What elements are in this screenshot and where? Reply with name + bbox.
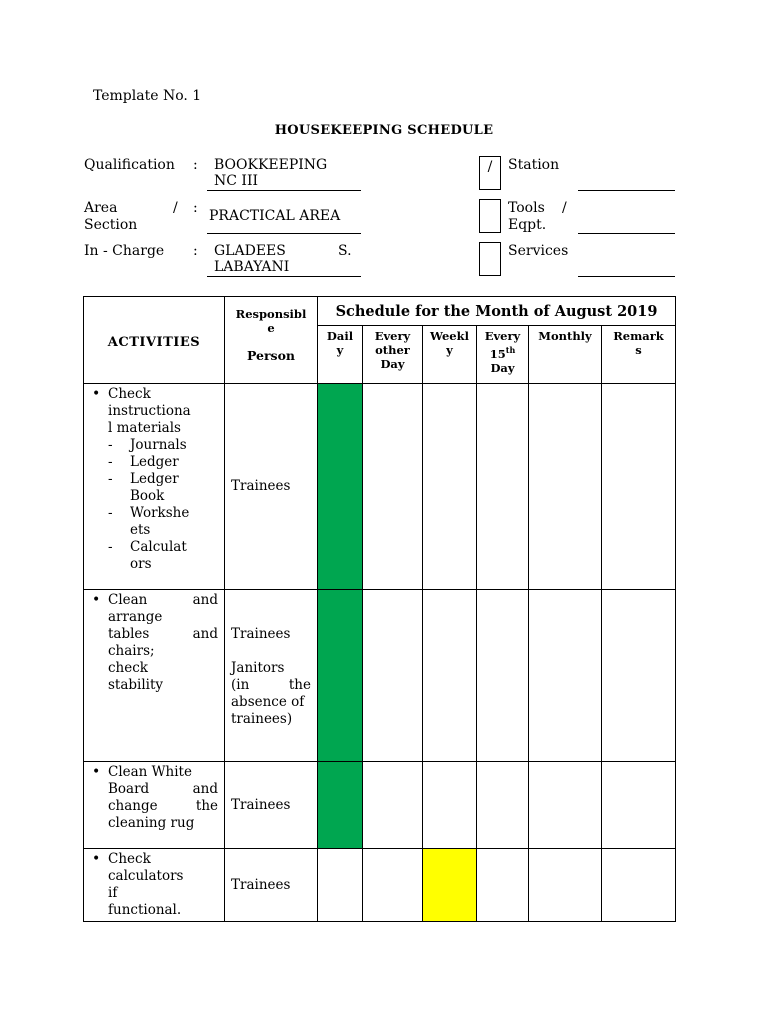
station-checkbox[interactable] bbox=[479, 156, 501, 190]
responsible-cell bbox=[225, 762, 318, 849]
station-underline bbox=[578, 190, 675, 191]
sub-item-text: - Ledger bbox=[130, 454, 179, 470]
area-colon: : bbox=[193, 200, 198, 216]
responsible-header-line3: Person bbox=[246, 348, 296, 363]
daily-header bbox=[318, 326, 363, 384]
every-other-line1: Every bbox=[374, 329, 411, 343]
weekly-header bbox=[423, 326, 477, 384]
area-value: PRACTICAL AREA bbox=[209, 208, 341, 224]
sub-item-text: - Calculat bbox=[130, 539, 187, 555]
table-row bbox=[84, 762, 676, 849]
sub-item-text: ets bbox=[130, 522, 151, 538]
weekly-cell bbox=[423, 762, 477, 849]
activities-header-cell bbox=[84, 297, 225, 384]
monthly-cell bbox=[529, 384, 602, 590]
tools-underline bbox=[578, 233, 675, 234]
activity-item bbox=[108, 386, 218, 573]
every-other-day-cell bbox=[363, 590, 423, 762]
activity-line: arrange bbox=[108, 609, 163, 625]
activity-cell bbox=[84, 590, 225, 762]
weekly-cell-highlighted bbox=[423, 849, 477, 922]
activity-line: • Check bbox=[108, 851, 151, 867]
every15-number: 15 bbox=[489, 346, 506, 361]
every15-suffix: th bbox=[505, 345, 516, 355]
sub-item-text: - Journals bbox=[130, 437, 187, 453]
responsible-cell bbox=[225, 849, 318, 922]
incharge-value-line1: GLADEES bbox=[214, 243, 286, 259]
weekly-header-line1: Weekl bbox=[430, 329, 469, 343]
remarks-header-line1: Remark bbox=[613, 329, 664, 343]
every-other-day-cell bbox=[363, 762, 423, 849]
every15-line1: Every bbox=[484, 329, 521, 343]
activity-line: chairs; bbox=[108, 643, 155, 659]
responsible-cell bbox=[225, 590, 318, 762]
section-label: Section bbox=[84, 217, 138, 233]
sub-item-text: Book bbox=[130, 488, 165, 504]
every-15th-day-cell bbox=[477, 384, 529, 590]
incharge-colon: : bbox=[193, 243, 198, 259]
monthly-header: Monthly bbox=[529, 326, 602, 384]
activity-line: • Clean White bbox=[108, 764, 192, 780]
activity-line: stability bbox=[108, 677, 164, 693]
station-check-mark: / bbox=[487, 159, 493, 175]
responsible-text: Trainees bbox=[231, 876, 291, 893]
document-title: HOUSEKEEPING SCHEDULE bbox=[274, 123, 494, 138]
activity-line: tables and bbox=[108, 626, 218, 642]
responsible-cell bbox=[225, 384, 318, 590]
area-underline bbox=[207, 233, 361, 234]
sub-item bbox=[108, 454, 218, 471]
incharge-value-initial: S. bbox=[338, 243, 352, 259]
daily-cell-highlighted bbox=[318, 762, 363, 849]
remarks-cell bbox=[602, 762, 676, 849]
template-number: Template No. 1 bbox=[93, 88, 202, 104]
responsible-text: trainees) bbox=[231, 711, 293, 727]
qualification-underline bbox=[207, 190, 361, 191]
activity-line: check bbox=[108, 660, 148, 676]
weekly-header-line2: y bbox=[446, 343, 453, 357]
activity-line: functional. bbox=[108, 902, 182, 918]
every-15th-day-cell bbox=[477, 849, 529, 922]
responsible-text: Janitors bbox=[231, 660, 285, 676]
responsible-header-cell bbox=[225, 297, 318, 384]
responsible-text: Trainees bbox=[231, 626, 291, 642]
sub-item-text: ors bbox=[130, 556, 152, 572]
area-label-slash: / bbox=[173, 200, 178, 216]
responsible-spacer bbox=[231, 643, 311, 660]
daily-cell bbox=[318, 849, 363, 922]
daily-header-line1: Dail bbox=[326, 329, 354, 343]
every-15th-day-cell bbox=[477, 590, 529, 762]
qualification-colon: : bbox=[193, 157, 198, 173]
monthly-cell bbox=[529, 849, 602, 922]
activity-item bbox=[108, 592, 218, 694]
qualification-value-line2: NC III bbox=[214, 173, 259, 189]
sub-item bbox=[108, 539, 218, 573]
activity-cell bbox=[84, 849, 225, 922]
table-row bbox=[84, 590, 676, 762]
sub-item bbox=[108, 505, 218, 539]
remarks-cell bbox=[602, 849, 676, 922]
activity-line: • Clean and bbox=[108, 592, 218, 608]
activity-line: change the bbox=[108, 798, 218, 814]
activity-item bbox=[108, 851, 218, 919]
every-other-line3: Day bbox=[380, 357, 405, 371]
responsible-text: absence of bbox=[231, 694, 305, 710]
monthly-cell bbox=[529, 762, 602, 849]
activity-line: l materials bbox=[108, 420, 181, 436]
table-row bbox=[84, 384, 676, 590]
area-label: Area bbox=[84, 200, 118, 216]
activities-header: ACTIVITIES bbox=[107, 334, 201, 350]
schedule-header: Schedule for the Month of August 2019 bbox=[318, 297, 676, 326]
activity-line: • Check bbox=[108, 386, 151, 402]
every-other-day-cell bbox=[363, 384, 423, 590]
qualification-value-line1: BOOKKEEPING bbox=[214, 157, 328, 173]
services-label: Services bbox=[508, 243, 569, 259]
schedule-table bbox=[83, 296, 676, 922]
services-underline bbox=[578, 276, 675, 277]
activity-cell bbox=[84, 384, 225, 590]
tools-label: Tools bbox=[508, 200, 545, 216]
every-other-day-cell bbox=[363, 849, 423, 922]
incharge-underline bbox=[207, 276, 361, 277]
tools-checkbox[interactable] bbox=[479, 199, 501, 233]
every15-line2 bbox=[477, 343, 528, 361]
daily-cell-highlighted bbox=[318, 590, 363, 762]
qualification-label: Qualification bbox=[84, 157, 175, 173]
services-checkbox[interactable] bbox=[479, 242, 501, 276]
activity-line: cleaning rug bbox=[108, 815, 195, 831]
every-other-day-header bbox=[363, 326, 423, 384]
responsible-text: (in the bbox=[231, 677, 311, 693]
eqpt-label: Eqpt. bbox=[508, 217, 547, 233]
activity-line: calculators bbox=[108, 868, 184, 884]
activity-line: if bbox=[108, 885, 118, 901]
activity-cell bbox=[84, 762, 225, 849]
sub-item-text: - Ledger bbox=[130, 471, 179, 487]
incharge-value-line2: LABAYANI bbox=[214, 259, 290, 275]
remarks-cell bbox=[602, 590, 676, 762]
weekly-cell bbox=[423, 384, 477, 590]
activity-line: Board and bbox=[108, 781, 218, 797]
every-other-line2: other bbox=[375, 343, 410, 357]
sub-item bbox=[108, 437, 218, 454]
incharge-label: In - Charge bbox=[84, 243, 165, 259]
every15-line3: Day bbox=[490, 360, 515, 375]
station-label: Station bbox=[508, 157, 560, 173]
activity-line: instructiona bbox=[108, 403, 191, 419]
daily-header-line2: y bbox=[336, 343, 344, 357]
monthly-cell bbox=[529, 590, 602, 762]
every-15th-day-header bbox=[477, 326, 529, 384]
sub-item bbox=[108, 471, 218, 505]
responsible-text: Trainees bbox=[231, 478, 291, 494]
responsible-header-line2: e bbox=[267, 321, 275, 335]
remarks-header-line2: s bbox=[635, 343, 642, 357]
table-row bbox=[84, 849, 676, 922]
tools-label-slash: / bbox=[562, 200, 567, 216]
activity-item bbox=[108, 764, 218, 832]
responsible-header-line1: Responsibl bbox=[235, 307, 307, 321]
every-15th-day-cell bbox=[477, 762, 529, 849]
responsible-text: Trainees bbox=[231, 796, 291, 813]
remarks-header bbox=[602, 326, 676, 384]
remarks-cell bbox=[602, 384, 676, 590]
weekly-cell bbox=[423, 590, 477, 762]
sub-item-text: - Workshe bbox=[130, 505, 190, 521]
daily-cell-highlighted bbox=[318, 384, 363, 590]
